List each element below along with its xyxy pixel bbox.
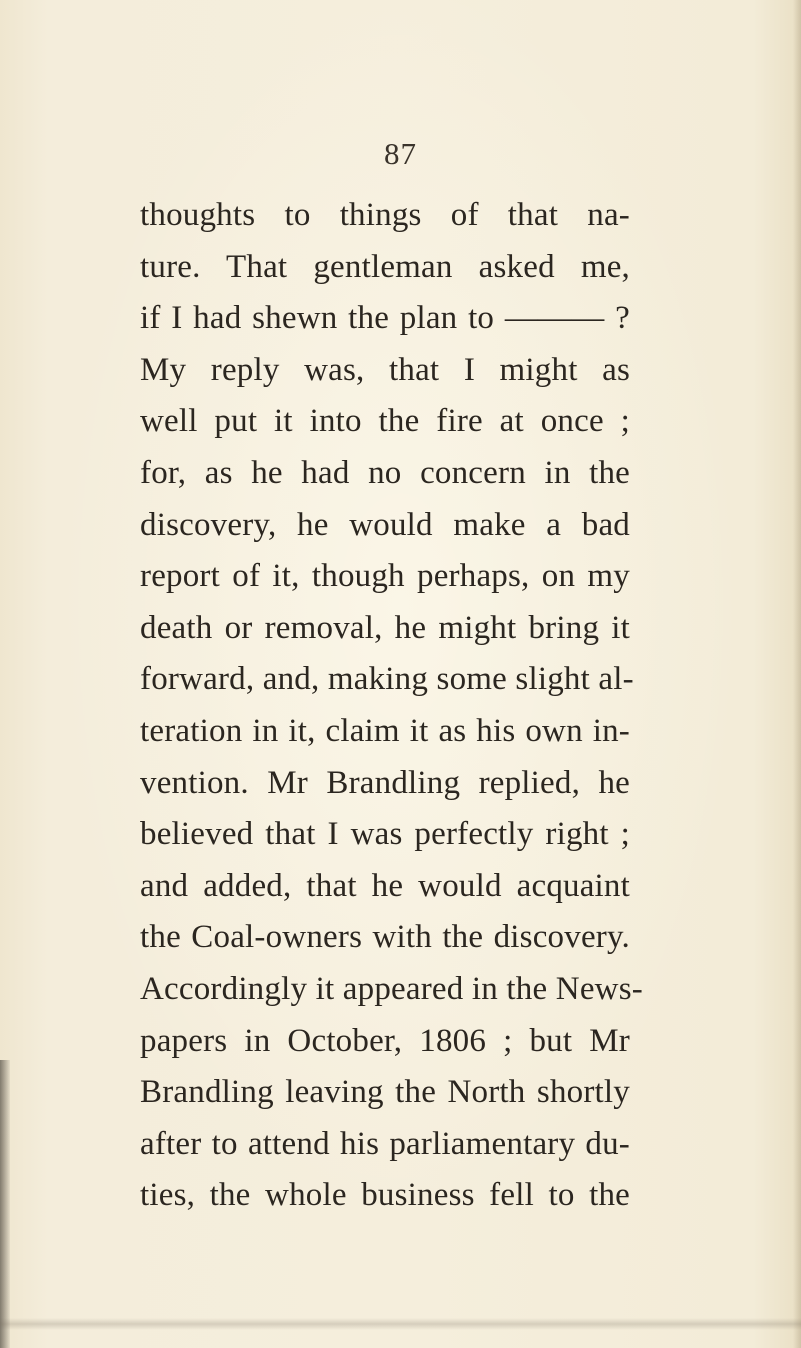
text-line: if I had shewn the plan to ——— ? — [140, 300, 630, 337]
text-line: and added, that he would acquaint — [140, 867, 630, 904]
text-line: believed that I was perfectly right ; — [140, 816, 630, 853]
body-text — [140, 190, 643, 1222]
text-line: vention. Mr Brandling replied, he — [140, 764, 630, 801]
text-line: forward, and, making some slight al- — [140, 661, 634, 698]
text-line: My reply was, that I might as — [140, 351, 630, 388]
page-edge-shadow — [793, 0, 801, 1348]
text-line: for, as he had no concern in the — [140, 454, 630, 491]
text-line: ture. That gentleman asked me, — [140, 248, 630, 285]
text-line: report of it, though perhaps, on my — [140, 558, 630, 595]
binding-edge-mark — [0, 1060, 10, 1348]
text-line: teration in it, claim it as his own in- — [140, 712, 630, 749]
text-line: discovery, he would make a bad — [140, 506, 630, 543]
text-line: thoughts to things of that na- — [140, 197, 630, 233]
text-line: death or removal, he might bring it — [140, 609, 630, 646]
text-line: the Coal-owners with the discovery. — [140, 919, 630, 956]
text-line: Accordingly it appeared in the News- — [140, 970, 643, 1007]
text-line: Brandling leaving the North shortly — [140, 1074, 630, 1111]
text-line: well put it into the fire at once ; — [140, 403, 630, 440]
text-line: after to attend his parliamentary du- — [140, 1125, 630, 1162]
page-number: 87 — [384, 136, 417, 171]
text-line: papers in October, 1806 ; but Mr — [140, 1022, 630, 1059]
page-fold-shadow — [0, 1318, 801, 1330]
text-line: ties, the whole business fell to the — [140, 1177, 630, 1214]
